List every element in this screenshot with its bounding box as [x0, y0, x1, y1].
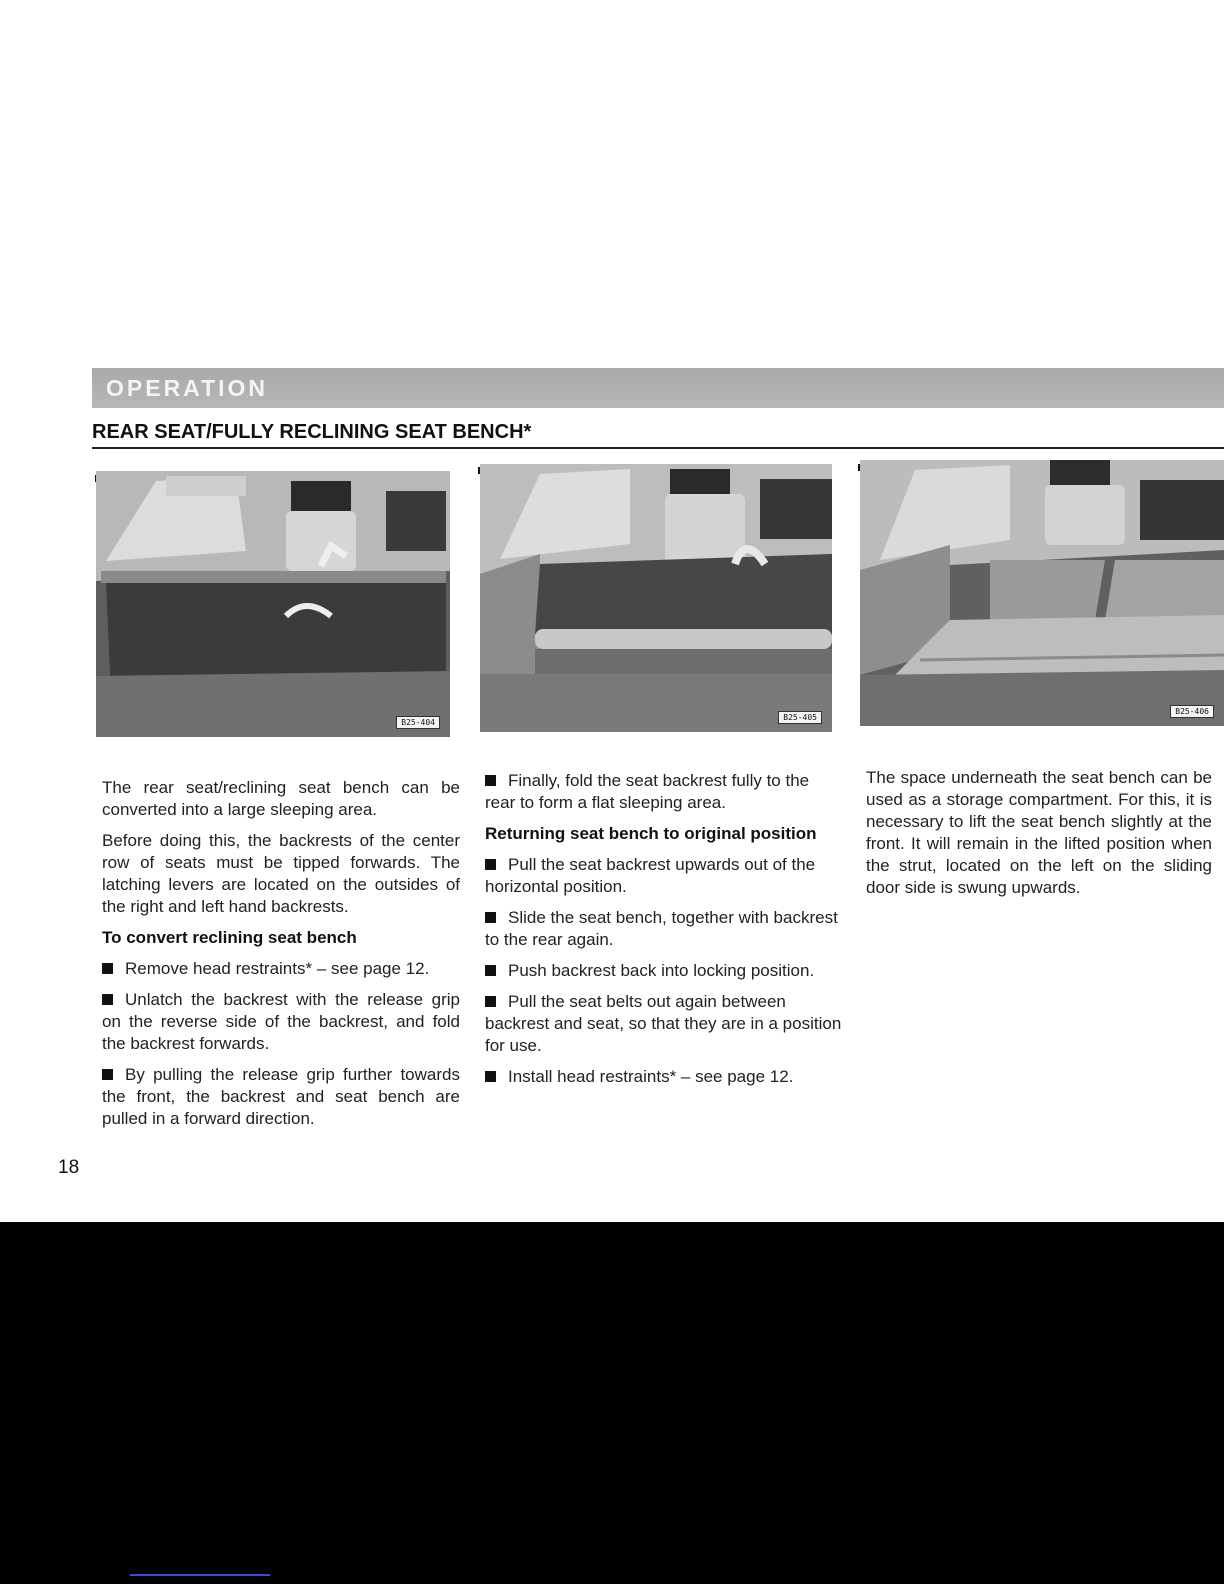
page-title: REAR SEAT/FULLY RECLINING SEAT BENCH* [92, 421, 532, 443]
section-label: OPERATION [106, 375, 269, 401]
bullet-square-icon [102, 963, 113, 974]
step-item: Pull the seat backrest upwards out of the horizontal position. [485, 855, 816, 896]
return-heading: Returning seat bench to original position [485, 824, 817, 843]
scan-artifact-line [130, 1574, 270, 1576]
step-item: Install head restraints* – see page 12. [485, 1066, 843, 1088]
photo-folded-backrest [480, 464, 832, 732]
convert-heading: To convert reclining seat bench [102, 928, 357, 947]
section-header-bar [92, 368, 1224, 408]
text-column-2 [485, 770, 843, 1097]
step-item: Slide the seat bench, together with backrest to the rear again. [485, 908, 838, 949]
scan-border [0, 1222, 1224, 1584]
photo-code-label: B25-406 [1170, 705, 1214, 718]
text-column-1 [102, 777, 460, 1139]
page-number: 18 [58, 1157, 80, 1178]
step-item: Push backrest back into locking position. [485, 960, 843, 982]
bullet-square-icon [485, 996, 496, 1007]
step-item: By pulling the release grip further towards the front, the backrest and seat bench are pulled in a forward direction. [102, 1065, 460, 1128]
step-item: Remove head restraints* – see page 12. [102, 958, 460, 980]
bullet-square-icon [102, 1069, 113, 1080]
photo-code-label: B25-404 [396, 716, 440, 729]
photo-code-label: B25-405 [778, 711, 822, 724]
bullet-square-icon [485, 1071, 496, 1082]
photo-rear-seat-backrest [96, 471, 450, 737]
rear-seat-backrest-photo-icon [96, 471, 450, 737]
storage-paragraph: The space underneath the seat bench can be used as a storage compartment. For this, it is necessary to lift the seat bench slightly at the front. It will remain in the lifted position when the strut, located on the left on the sliding door side is swung upwards. [866, 768, 1212, 897]
intro-paragraph: The rear seat/reclining seat bench can be converted into a large sleeping area. [102, 778, 460, 819]
bullet-square-icon [485, 965, 496, 976]
bullet-square-icon [485, 775, 496, 786]
sleeping-area-photo-icon [860, 460, 1224, 726]
text-column-3 [866, 767, 1212, 908]
step-item: Unlatch the backrest with the release grip on the reverse side of the backrest, and fold the backrest forwards. [102, 990, 460, 1053]
bullet-square-icon [102, 994, 113, 1005]
title-divider [92, 447, 1224, 449]
bullet-square-icon [485, 859, 496, 870]
step-item: Finally, fold the seat backrest fully to the rear to form a flat sleeping area. [485, 771, 810, 812]
bullet-square-icon [485, 912, 496, 923]
folded-backrest-photo-icon [480, 464, 832, 732]
preparation-paragraph: Before doing this, the backrests of the center row of seats must be tipped forwards. The latching levers are located on the outsides of the right and left hand backrests. [102, 831, 460, 916]
photo-sleeping-area [860, 460, 1224, 726]
step-item: Pull the seat belts out again between backrest and seat, so that they are in a position for use. [485, 992, 842, 1055]
